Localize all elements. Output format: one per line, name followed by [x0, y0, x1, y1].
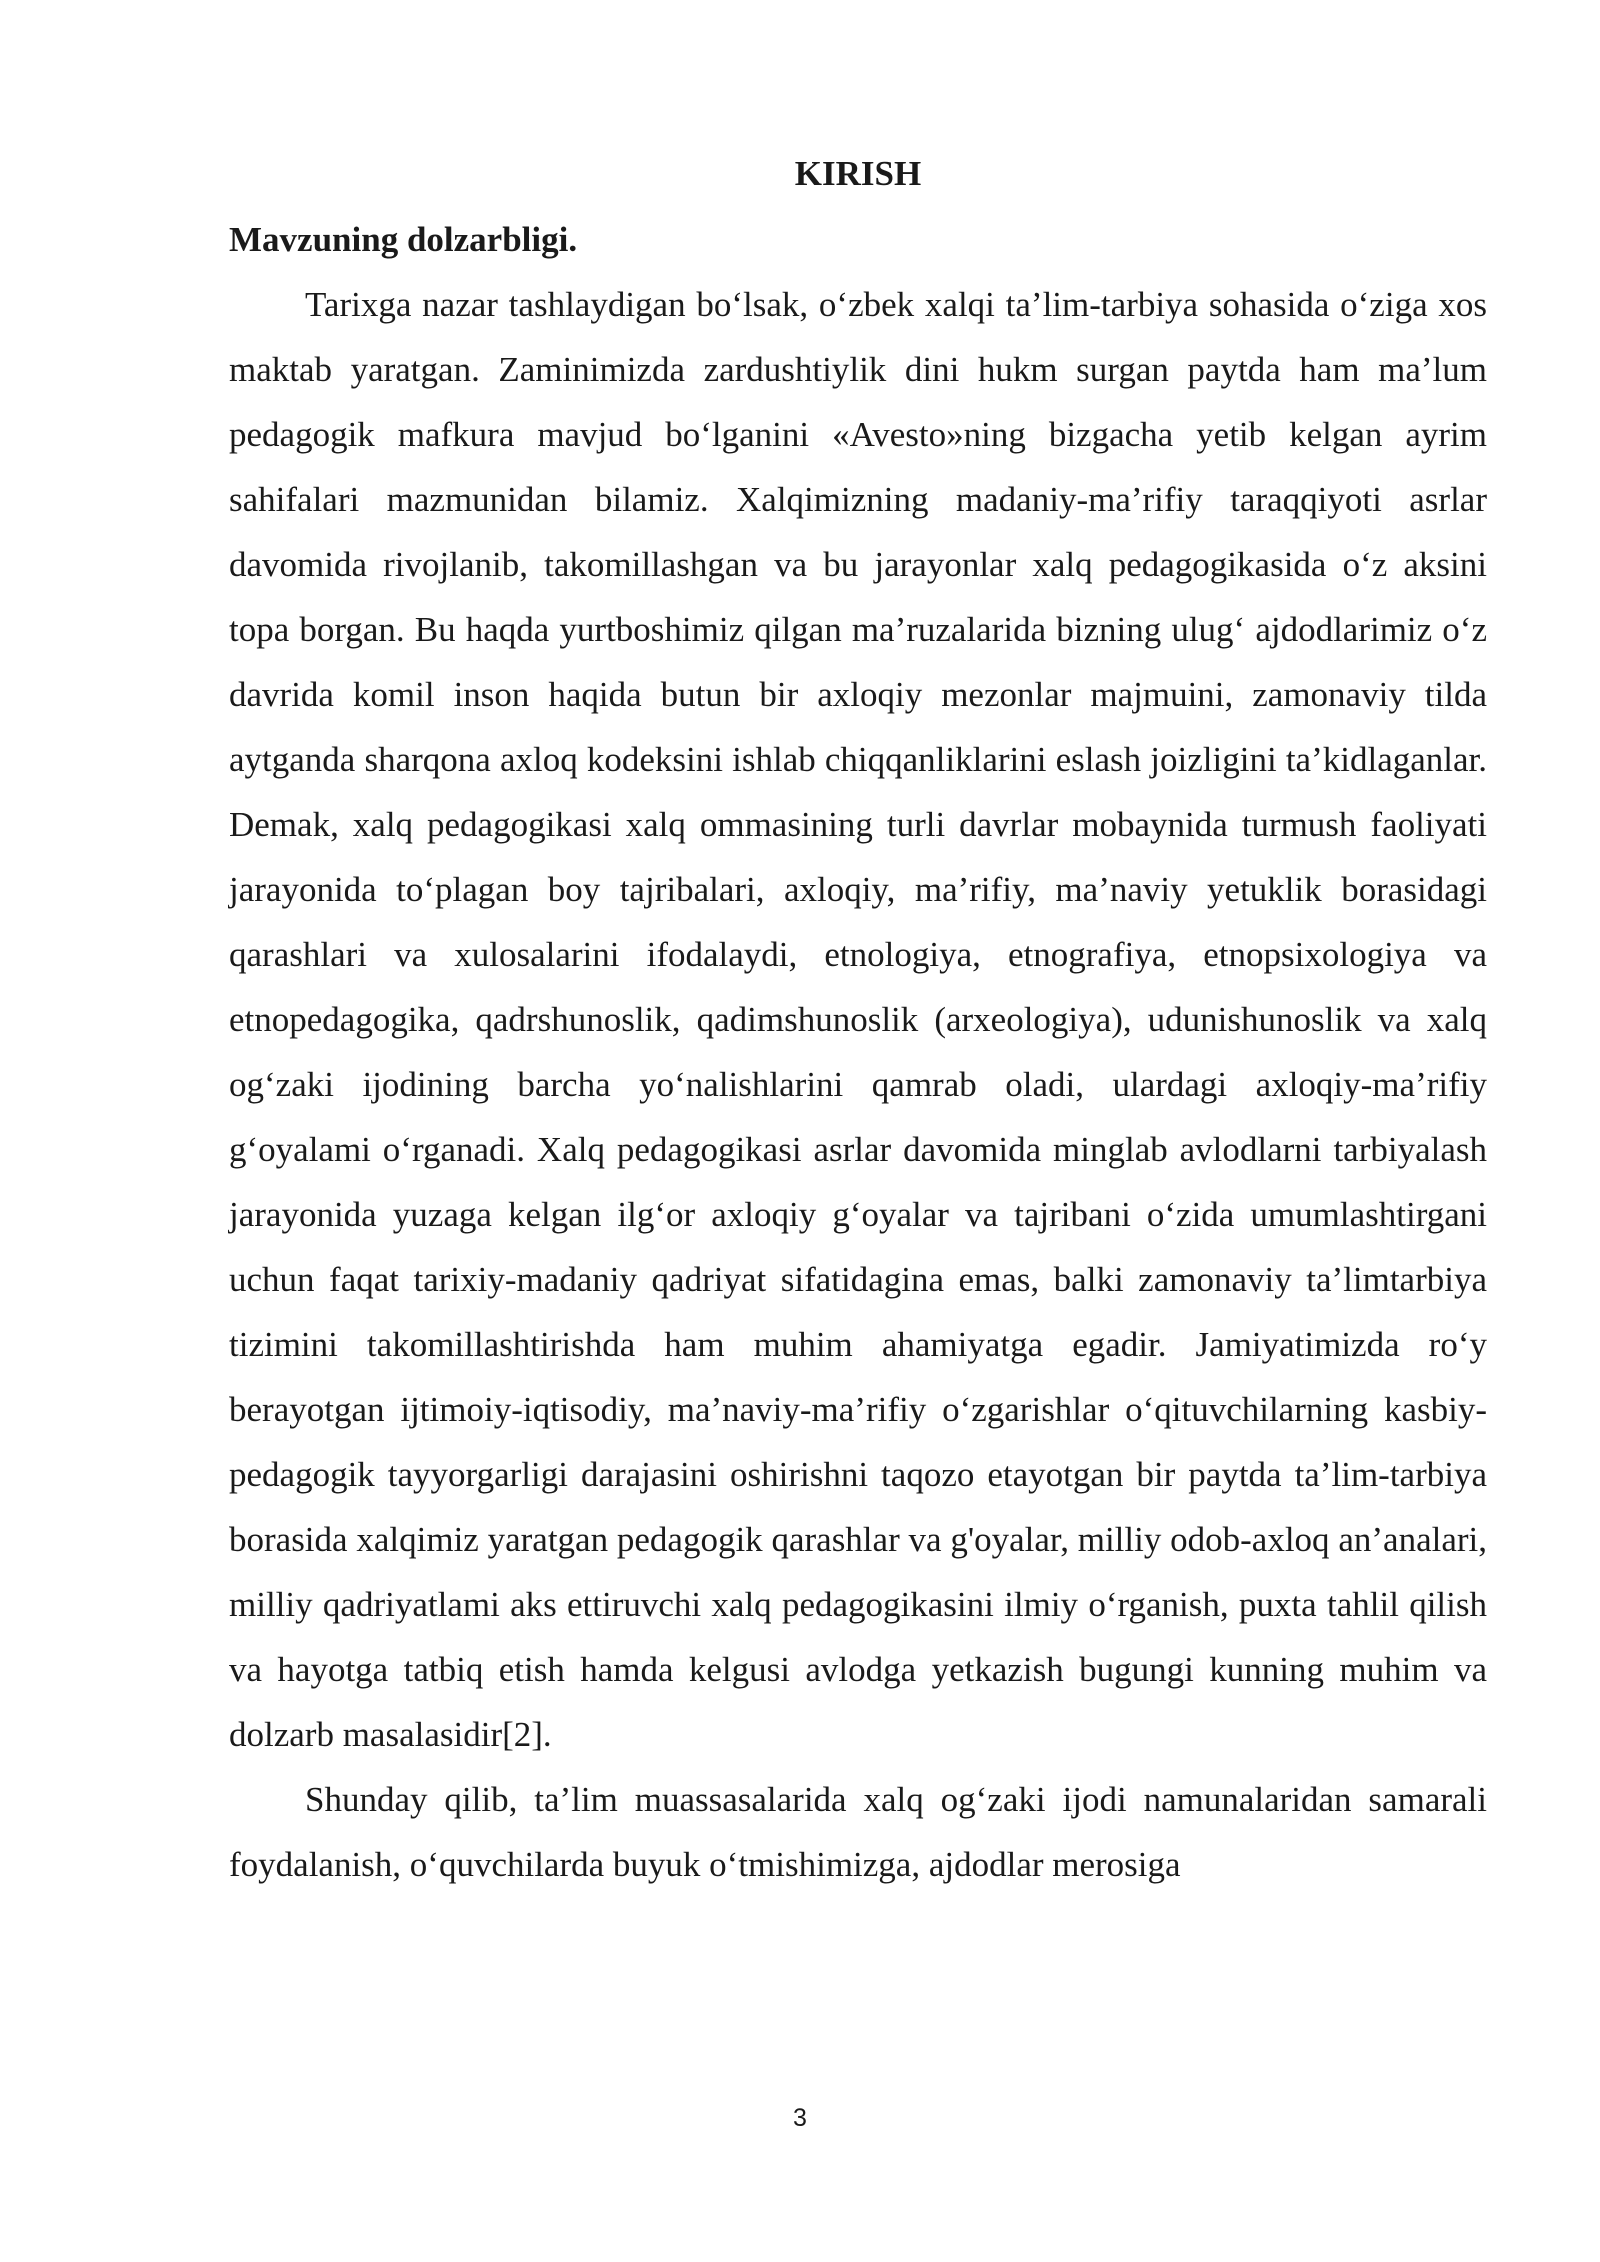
page-content [229, 148, 1487, 1897]
subsection-heading: Mavzuning dolzarbligi. [229, 220, 578, 259]
body-paragraph: Shunday qilib, ta’lim muassasalarida xalq og‘zaki ijodi namunalaridan samarali foydalanish, o‘quvchilarda buyuk o‘tmishimizga, ajdodlar merosiga [229, 1780, 1487, 1884]
page-number: 3 [793, 2104, 807, 2132]
section-heading: KIRISH [794, 154, 922, 193]
body-paragraph: Tarixga nazar tashlaydigan bo‘lsak, o‘zbek xalqi ta’lim-tarbiya sohasida o‘ziga xos maktab yaratgan. Zaminimizda zardushtiylik dini hukm surgan paytda ham ma’lum pedagogik mafkura mavjud bo‘lganini «Avesto»ning bizgacha yetib kelgan ayrim sahifalari mazmunidan bilamiz. Xalqimizning madaniy-ma’rifiy taraqqiyoti asrlar davomida rivojlanib, takomillashgan va bu jarayonlar xalq pedagogikasida o‘z aksini topa borgan. Bu haqda yurtboshimiz qilgan ma’ruzalarida bizning ulug‘ ajdodlarimiz o‘z davrida komil inson haqida butun bir axloqiy mezonlar majmuini, zamonaviy tilda aytganda sharqona axloq kodeksini ishlab chiqqanliklarini eslash joizligini ta’kidlaganlar. Demak, xalq pedagogikasi xalq ommasining turli davrlar mobaynida turmush faoliyati jarayonida to‘plagan boy tajribalari, axloqiy, ma’rifiy, ma’naviy yetuklik borasidagi qarashlari va xulosalarini ifodalaydi, etnologiya, etnografiya, etnopsixologiya va etnopedagogika, qadrshunoslik, qadimshunoslik (arxeologiya), udunishunoslik va xalq og‘zaki ijodining barcha yo‘nalishlarini qamrab oladi, ulardagi axloqiy-ma’rifiy g‘oyalami o‘rganadi. Xalq pedagogikasi asrlar davomida minglab avlodlarni tarbiyalash jarayonida yuzaga kelgan ilg‘or axloqiy g‘oyalar va tajribani o‘zida umumlashtirgani uchun faqat tarixiy-madaniy qadriyat sifatidagina emas, balki zamonaviy ta’limtarbiya tizimini takomillashtirishda ham muhim ahamiyatga egadir. Jamiyatimizda ro‘y berayotgan ijtimoiy-iqtisodiy, ma’naviy-ma’rifiy o‘zgarishlar o‘qituvchilarning kasbiy-pedagogik tayyorgarligi darajasini oshirishni taqozo etayotgan bir paytda ta’lim-tarbiya borasida xalqimiz yaratgan pedagogik qarashlar va g'oyalar, milliy odob-axloq an’analari, milliy qadriyatlami aks ettiruvchi xalq pedagogikasini ilmiy o‘rganish, puxta tahlil qilish va hayotga tatbiq etish hamda kelgusi avlodga yetkazish bugungi kunning muhim va dolzarb masalasidir[2]. [229, 285, 1487, 1754]
